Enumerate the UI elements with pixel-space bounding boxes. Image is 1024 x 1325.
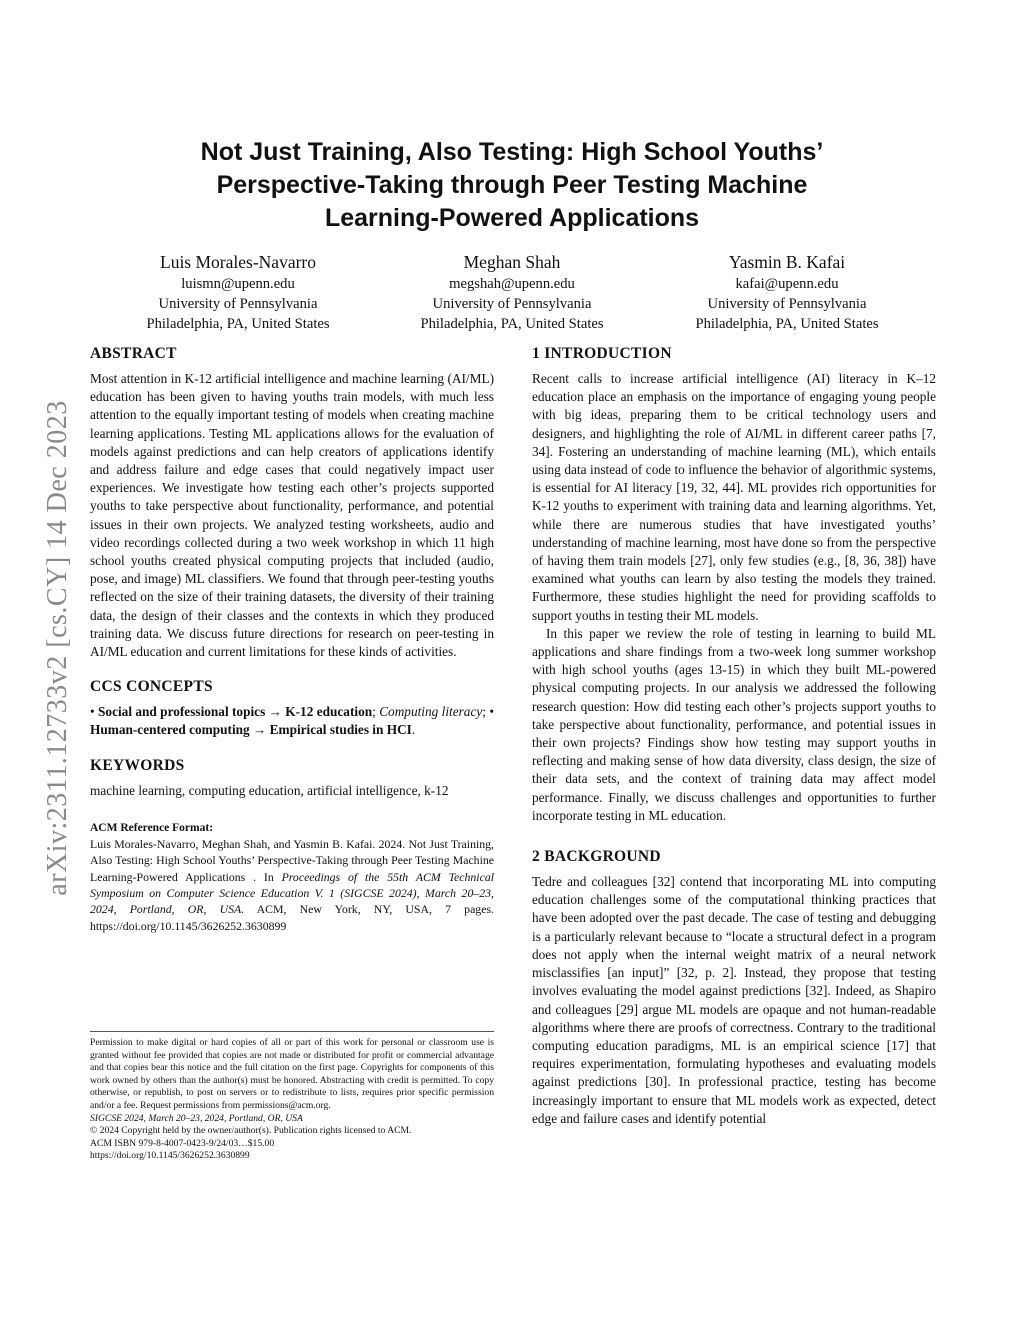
author-block <box>387 250 637 334</box>
introduction-heading: 1 INTRODUCTION <box>532 345 672 362</box>
author-email: kafai@upenn.edu <box>735 276 839 292</box>
author-location: Philadelphia, PA, United States <box>146 316 330 332</box>
abstract-text: Most attention in K-12 artificial intelligence and machine learning (AI/ML) education has been given to having youths train models, with much less attention to the equally important testing of models when creating machine learning applications. Testing ML applications allows for the evaluation of models against predictions and can help creators of applications identify and address failure and edge cases that could negatively impact user experiences. We investigate how testing each other’s projects supported youths to take perspective about functionality, performance, and potential issues in their own projects. We analyzed testing worksheets, audio and video recordings collected during a two week workshop in which 11 high school youths created physical computing projects that included (audio, pose, and image) ML classifiers. We found that through peer-testing youths reflected on the size of their training datasets, the diversity of their training data, the design of their classes and the contexts in which they produced training data. We discuss future directions for research on peer-testing in AI/ML education and current limitations for these kinds of activities. <box>90 371 494 660</box>
right-column <box>532 344 936 1128</box>
ccs-concept: Social and professional topics → K-12 education <box>98 704 373 720</box>
author-name: Luis Morales-Navarro <box>160 252 316 272</box>
ccs-concepts <box>90 703 494 739</box>
arxiv-identifier: arXiv:2311.12733v2 [cs.CY] 14 Dec 2023 <box>42 400 73 896</box>
keywords-text: machine learning, computing education, artificial intelligence, k-12 <box>90 782 449 798</box>
reference-authors-title: Luis Morales-Navarro, Meghan Shah, and Yasmin B. Kafai. 2024. Not Just Training, Also Testing: High School Youths’ Perspective-Taking through Peer Testing Machine Learning-Powered Applications . In <box>90 836 494 884</box>
keywords-heading: KEYWORDS <box>90 756 185 774</box>
doi-link[interactable]: https://doi.org/10.1145/3626252.3630899 <box>90 1150 250 1162</box>
title-line: Perspective-Taking through Peer Testing Machine <box>216 171 808 199</box>
author-affiliation: University of Pennsylvania <box>158 296 318 312</box>
acm-reference-text <box>90 836 494 934</box>
ccs-bullet: • <box>489 704 494 720</box>
author-affiliation: University of Pennsylvania <box>707 296 867 312</box>
ccs-concept: Computing literacy <box>379 704 483 720</box>
permission-text: Permission to make digital or hard copies of all or part of this work for personal or classroom use is granted without fee provided that copies are not made or distributed for profit or commercial advantage and that copies bear this notice and the full citation on the first page. Copyrights for components of this work owned by others than the author(s) must be honored. Abstracting with credit is permitted. To copy otherwise, or republish, to post on servers or to redistribute to lists, requires prior specific permission and/or a fee. Request permissions from permissions@acm.org. <box>90 1037 494 1111</box>
ccs-heading: CCS CONCEPTS <box>90 678 213 696</box>
background-heading: 2 BACKGROUND <box>532 848 661 866</box>
conference-line: SIGCSE 2024, March 20–23, 2024, Portland, OR, USA <box>90 1112 303 1124</box>
ccs-concept: Human-centered computing → Empirical studies in HCI <box>90 722 412 738</box>
abstract-heading: ABSTRACT <box>90 345 177 362</box>
ccs-separator: ; <box>482 704 490 720</box>
author-email: luismn@upenn.edu <box>181 276 295 292</box>
author-location: Philadelphia, PA, United States <box>420 316 604 332</box>
acm-reference-heading: ACM Reference Format: <box>90 821 214 834</box>
reference-publisher: ACM, New York, NY, USA, 7 pages. https://doi.org/10.1145/3626252.3630899 <box>90 902 494 933</box>
author-block <box>662 250 912 334</box>
author-name: Yasmin B. Kafai <box>728 252 846 272</box>
left-column <box>90 344 494 934</box>
author-block <box>113 250 363 334</box>
author-name: Meghan Shah <box>463 252 561 272</box>
paper-title <box>120 136 904 235</box>
isbn-line: ACM ISBN 979-8-4007-0423-9/24/03…$15.00 <box>90 1137 275 1149</box>
background-paragraph: Tedre and colleagues [32] contend that incorporating ML into computing education challenges some of the computational thinking practices that have been adopted over the past decade. The case of testing and debugging is a particularly relevant because to “locate a structural defect in a program does not apply when the internal weight matrix of a neural network misclassifies [an input]” [32, p. 2]. Instead, they propose that testing involves evaluating the model against predictions [32]. Indeed, as Shapiro and colleagues [29] argue ML models are opaque and not human-readable algorithms where there are proofs of correctness. Contrary to the traditional computing education paradigms, ML is an empirical science [17] that requires experimentation, formulating hypotheses and evaluating models against predictions [30]. In professional practice, testing has become increasingly important to ensure that ML models work as expected, detect edge and failure cases and identify potential <box>532 874 936 1126</box>
author-location: Philadelphia, PA, United States <box>695 316 879 332</box>
title-line: Learning-Powered Applications <box>324 204 700 232</box>
reference-venue: Proceedings of the 55th ACM Technical Symposium on Computer Science Education V. 1 (SIGCSE 2024), March 20–23, 2024, Portland, OR, USA. <box>90 869 495 917</box>
author-affiliation: University of Pennsylvania <box>432 296 592 312</box>
author-email: megshah@upenn.edu <box>449 276 575 292</box>
introduction-paragraph: Recent calls to increase artificial intelligence (AI) literacy in K–12 education place an emphasis on the importance of engaging young people with big ideas, preparing them to be critical technology users and designers, and highlighting the role of AI/ML in different career paths [7, 34]. Fostering an understanding of machine learning (ML), which entails using data instead of code to influence the behavior of algorithmic systems, is essential for AI literacy [19, 32, 44]. ML provides rich opportunities for K-12 youths to experiment with training data and learning algorithms. Yet, while there are numerous studies that have investigated youths’ understanding of machine learning, most have done so from the perspective of having them train models [27], only few studies (e.g., [8, 36, 38]) have examined what youths can learn by also testing the models they trained. Furthermore, these studies highlight the need for providing scaffolds to support youths in testing their ML models. <box>532 371 936 623</box>
permission-footnote <box>90 1031 494 1163</box>
ccs-bullet: • <box>90 704 99 720</box>
title-line: Not Just Training, Also Testing: High School Youths’ <box>200 138 824 166</box>
copyright-line: © 2024 Copyright held by the owner/author(s). Publication rights licensed to ACM. <box>90 1125 412 1137</box>
ccs-end: . <box>411 722 416 738</box>
ccs-separator: ; <box>372 704 380 720</box>
introduction-paragraph: In this paper we review the role of testing in learning to build ML applications and share findings from a two-week long summer workshop with high school youths (ages 13-15) in which they built ML-powered physical computing projects. In our analysis we addressed the following research question: How did testing each other’s projects support youths to take perspective about functionality, performance, and potential issues in their own projects? Findings show how testing may support youths in reflecting and making sense of how data diversity, class design, the size of their data sets, and the context of training data may affect model performance. Finally, we discuss challenges and opportunities to further incorporate testing in ML education. <box>532 625 936 823</box>
